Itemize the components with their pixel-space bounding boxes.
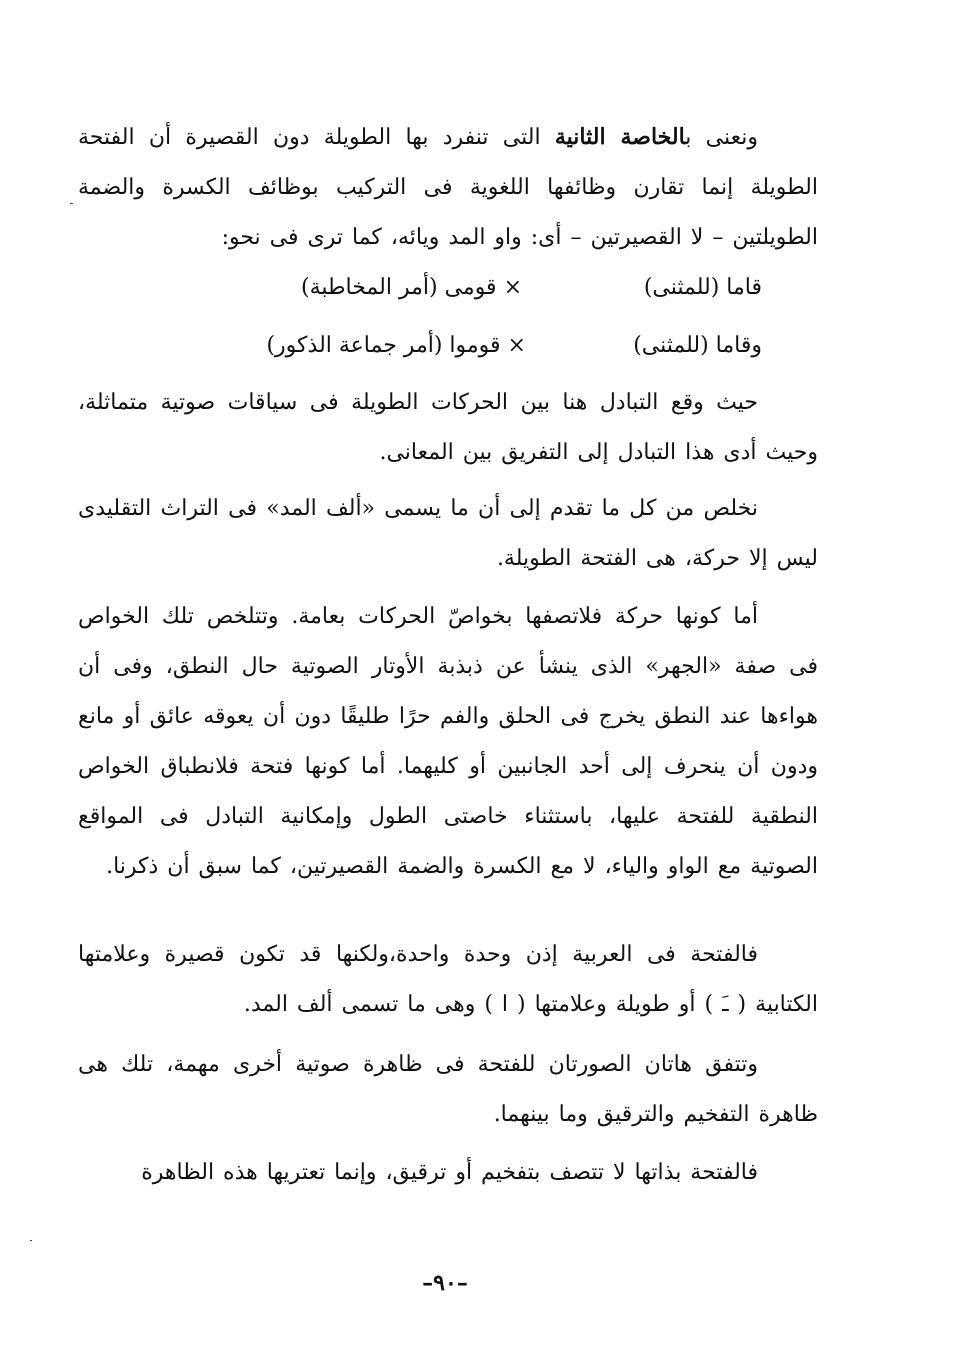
paragraph-1 <box>78 112 818 263</box>
paragraph-1-lead: ونعنى ب <box>685 125 758 150</box>
example-2-right: وقاما (للمثنى) <box>633 333 762 358</box>
paragraph-1-bold-term: الخاصة الثانية <box>554 124 686 150</box>
example-2-left: × قوموا (أمر جماعة الذكور) <box>266 333 526 358</box>
scan-speck <box>30 1240 32 1241</box>
paragraph-3: نخلص من كل ما تقدم إلى أن ما يسمى «ألف المد» فى التراث التقليدى ليس إلا حركة، هى الفتحة الطويلة. <box>78 496 818 571</box>
paragraph-2: حيث وقع التبادل هنا بين الحركات الطويلة فى سياقات صوتية متماثلة، وحيث أدى هذا التبادل إلى التفريق بين المعانى. <box>78 390 818 465</box>
scan-speck <box>70 203 73 204</box>
paragraph-6: وتتفق هاتان الصورتان للفتحة فى ظاهرة صوتية أخرى مهمة، تلك هى ظاهرة التفخيم والترقيق وما بينهما. <box>78 1052 818 1127</box>
example-1-left: × قومى (أمر المخاطبة) <box>301 275 522 300</box>
example-1-right: قاما (للمثنى) <box>643 275 762 300</box>
paragraph-1-rest: التى تنفرد بها الطويلة دون القصيرة أن الفتحة الطويلة إنما تقارن وظائفها اللغوية فى التركيب بوظائف الكسرة والضمة الطويلتين – لا القصيرتين – أى: واو المد ويائه، كما ترى فى نحو: <box>78 125 818 250</box>
paragraph-5: فالفتحة فى العربية إذن وحدة واحدة،ولكنها قد تكون قصيرة وعلامتها الكتابية ( ـَ ) أو طويلة وعلامتها ( ا ) وهى ما تسمى ألف المد. <box>78 942 818 1017</box>
paragraph-7: فالفتحة بذاتها لا تتصف بتفخيم أو ترقيق، وإنما تعتريها هذه الظاهرة <box>141 1160 758 1185</box>
page-number: –٩٠– <box>422 1270 468 1296</box>
paragraph-4: أما كونها حركة فلاتصفها بخواصّ الحركات بعامة. وتتلخص تلك الخواص فى صفة «الجهر» الذى ينشأ عن ذبذبة الأوتار الصوتية حال النطق، وفى أن هواءها عند النطق يخرج فى الحلق والفم حرًا طليقًا دون أن يعوقه عائق أو مانع ودون أن ينحرف إلى أحد الجانبين أو كليهما. أما كونها فتحة فلانطباق الخواص النطقية للفتحة عليها، باستثناء خاصتى الطول وإمكانية التبادل فى المواقع الصوتية مع الواو والياء، لا مع الكسرة والضمة القصيرتين، كما سبق أن ذكرنا. <box>78 604 818 879</box>
